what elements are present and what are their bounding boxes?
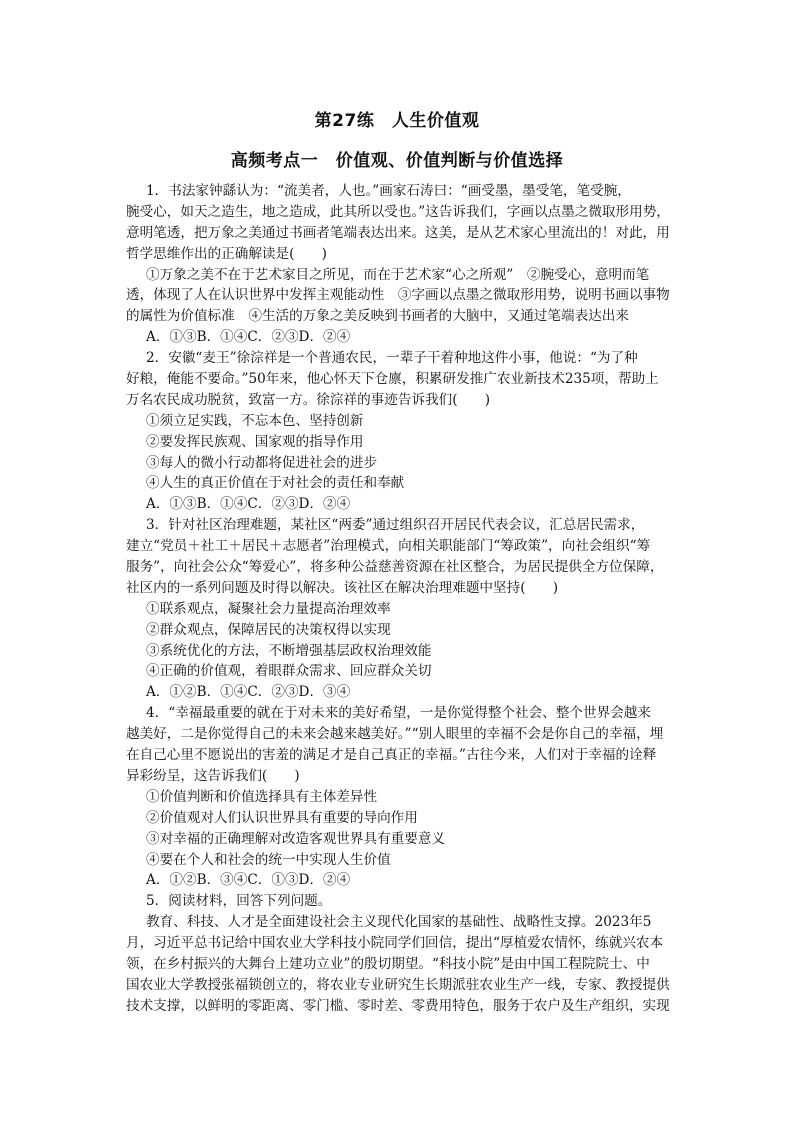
text-line: A．①③B．①④C．②③D．②④ [146, 329, 351, 346]
text-line: ④要在个人和社会的统一中实现人生价值 [146, 851, 391, 868]
text-line: 好粮，俺能不要命。”50年来，他心怀天下仓廪，积累研发推广农业新技术235项，帮助上 [126, 371, 659, 388]
text-line: 意明笔透，把万象之美通过书画者笔端表达出来。这美，是从艺术家心里流出的！对此，用 [126, 224, 670, 241]
text-line: A．①②B．③④C．①③D．②④ [146, 872, 351, 889]
text-line: ③系统优化的方法，不断增强基层政权治理效能 [146, 642, 432, 659]
text-line: 社区内的一系列问题及时得以解决。该社区在解决治理难题中坚持( ) [126, 579, 559, 596]
question-body [126, 181, 671, 1017]
text-line: ④正确的价值观，着眼群众需求、回应群众关切 [146, 663, 432, 680]
text-line: ①万象之美不在于艺术家目之所见，而在于艺术家“心之所观” ②腕受心，意明而笔 [146, 266, 650, 283]
text-line: 建立“党员＋社工＋居民＋志愿者”治理模式，向相关职能部门“筹政策”，向社会组织“筹 [126, 538, 651, 555]
text-line: 4．“幸福最重要的就在于对未来的美好希望，一是你觉得整个社会、整个世界会越来 [146, 705, 651, 722]
text-line: 透，体现了人在认识世界中发挥主观能动性 ③字画以点墨之微取形用势，说明书画以事物 [126, 287, 670, 304]
text-line: 教育、科技、人才是全面建设社会主义现代化国家的基础性、战略性支撑。2023年5 [146, 914, 652, 931]
text-line: 在自己心里不愿说出的害羞的满足才是自己真正的幸福。”古往今来，人们对于幸福的诠释 [126, 747, 657, 764]
text-line: ④人生的真正价值在于对社会的责任和奉献 [146, 475, 405, 492]
page-title: 第27练 人生价值观 [314, 111, 480, 131]
text-line: 服务”，向社会公众“筹爱心”，将多种公益慈善资源在社区整合，为居民提供全方位保障， [126, 559, 664, 576]
text-line: 1．书法家钟繇认为：“流美者，人也。”画家石涛曰：“画受墨，墨受笔，笔受腕， [146, 183, 631, 199]
text-line: 国农业大学教授张福锁创立的，将农业专业研究生长期派驻农业生产一线，专家、教授提供 [126, 976, 670, 993]
text-line: 异彩纷呈，这告诉我们( ) [126, 767, 300, 784]
text-line: ②要发挥民族观、国家观的指导作用 [146, 433, 364, 450]
text-line: ③对幸福的正确理解对改造客观世界具有重要意义 [146, 830, 446, 847]
text-line: 哲学思维作出的正确解读是( ) [126, 245, 327, 262]
text-line: ①联系观点，凝聚社会力量提高治理效率 [146, 600, 391, 617]
text-line: A．①②B．①④C．②③D．③④ [146, 684, 351, 701]
text-line: 5．阅读材料，回答下列问题。 [146, 893, 332, 910]
text-line: A．①③B．①④C．②③D．②④ [146, 496, 351, 513]
text-line: ③每人的微小行动都将促进社会的进步 [146, 454, 378, 471]
text-line: ①须立足实践，不忘本色、坚持创新 [146, 412, 364, 429]
section-heading: 高频考点一 价值观、价值判断与价值选择 [230, 151, 564, 171]
text-line: 2．安徽“麦王”徐淙祥是一个普通农民，一辈子干着种地这件小事，他说：“为了种 [146, 350, 638, 367]
text-line: 腕受心，如天之造生，地之造成，此其所以受也。”这告诉我们，字画以点墨之微取形用势， [126, 203, 670, 220]
text-line: 的属性为价值标准 ④生活的万象之美反映到书画者的大脑中，又通过笔端表达出来 [126, 308, 629, 325]
text-line: 月，习近平总书记给中国农业大学科技小院同学们回信，提出“厚植爱农情怀，练就兴农本 [126, 935, 664, 952]
text-line: 技术支撑，以鲜明的零距离、零门槛、零时差、零费用特色，服务于农户及生产组织，实现 [126, 997, 670, 1014]
text-line: ②价值观对人们认识世界具有重要的导向作用 [146, 809, 418, 826]
text-line: 越美好，二是你觉得自己的未来会越来越美好。”“别人眼里的幸福不会是你自己的幸福，埋 [126, 726, 664, 743]
text-line: ①价值判断和价值选择具有主体差异性 [146, 788, 378, 805]
text-line: 领，在乡村振兴的大舞台上建功立业”的殷切期望。“科技小院”是由中国工程院院士、中 [126, 955, 650, 972]
text-line: 万名农民成功脱贫，致富一方。徐淙祥的事迹告诉我们( ) [126, 391, 491, 408]
text-line: ②群众观点，保障居民的决策权得以实现 [146, 621, 391, 638]
text-line: 3．针对社区治理难题，某社区“两委”通过组织召开居民代表会议，汇总居民需求， [146, 517, 645, 534]
